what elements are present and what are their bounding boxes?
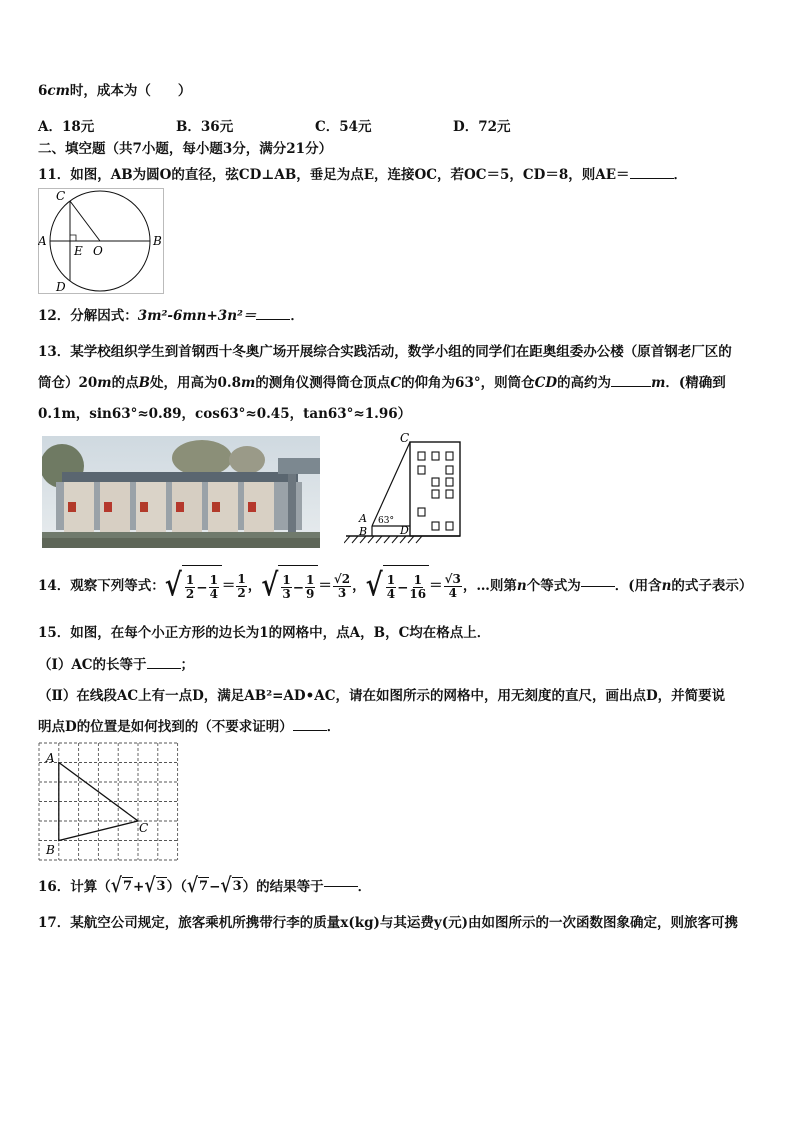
q10-option-a: A．18元 <box>38 119 95 135</box>
q10-option-b: B．36元 <box>176 119 234 135</box>
q14-eq1: √ $\frac{1}{2}$ − $\frac{1}{4}$ <box>165 565 222 608</box>
building-photo <box>42 436 320 548</box>
label-a: A <box>38 234 47 248</box>
section-heading: 二、填空题（共7小题，每小题3分，满分21分） <box>38 141 333 157</box>
q13-line3: 0.1m，sin63°≈0.89，cos63°≈0.45，tan63°≈1.96） <box>38 406 412 422</box>
label-e: E <box>74 244 83 258</box>
q12-text: 12．分解因式：3m²-6mn+3n²＝ ． <box>38 308 304 324</box>
q15-grid-figure <box>38 742 180 862</box>
q10-option-d: D．72元 <box>453 119 511 135</box>
label-b: B <box>153 234 162 248</box>
q15-line1: 15．如图，在每个小正方形的边长为1的网格中，点A，B，C均在格点上． <box>38 625 491 641</box>
q15-part1: （Ⅰ）AC的长等于 ； <box>38 657 195 673</box>
label-b: B <box>359 525 368 538</box>
label-d: D <box>56 280 66 294</box>
label-c: C <box>400 431 410 445</box>
q17-text: 17．某航空公司规定，旅客乘机所携带行李的质量x(kg)与其运费y(元)由如图所示的一次函数图象确定，则旅客可携 <box>38 915 739 931</box>
q15-part2-line1: （Ⅱ）在线段AC上有一点D，满足AB²=AD•AC，请在如图所示的网格中，用无刻度的直尺，画出点D，并简要说 <box>38 688 726 704</box>
q16-text: 16．计算（ √ 7 + √ 3 ）（ √ 7 − √ 3 ）的结果等于 ． <box>38 873 372 898</box>
label-a: A <box>359 512 367 525</box>
circle-diagram <box>38 188 164 294</box>
q11-circle-figure <box>38 188 164 294</box>
label-c: C <box>56 189 66 203</box>
q10-option-c: C．54元 <box>315 119 372 135</box>
q14-text: 14．观察下列等式： √ $\frac{1}{2}$ − $\frac{1}{4}$ ＝ $\frac{1}{2}$ ， √ $\frac{1}{3}$ − $\frac{1}{9}$ ＝ $\frac{√2}{3}$ ， √ $\frac{1}{4}$ − $\frac{1}{16}$ ＝ $\frac{√3}{4}$ ，…则第 n 个等式为 ．(用含 n 的式子表示） <box>38 566 752 606</box>
q10-tail: 6cm时，成本为（ ） <box>38 83 192 99</box>
q14-eq2: √ $\frac{1}{3}$ − $\frac{1}{9}$ <box>261 565 318 608</box>
q13-line2: 筒仓）20m的点B处，用高为0.8m的测角仪测得筒仓顶点C的仰角为63°，则筒仓CD的高约为 m．(精确到 <box>38 375 726 391</box>
label-b: B <box>46 843 55 857</box>
q13-line1: 13．某学校组织学生到首钢西十冬奥广场开展综合实践活动，数学小组的同学们在距奥组委办公楼（原首钢老厂区的 <box>38 344 732 360</box>
label-a: A <box>46 751 55 765</box>
label-c: C <box>139 821 149 835</box>
label-d: D <box>400 524 409 537</box>
q15-part2-line2: 明点D的位置是如何找到的（不要求证明） ． <box>38 719 341 735</box>
angle-label: 63° <box>378 516 394 526</box>
q11-text: 11．如图，AB为圆O的直径，弦CD⊥AB，垂足为点E，连接OC，若OC＝5，CD＝8，则AE＝ ． <box>38 167 688 183</box>
label-o: O <box>93 244 103 258</box>
q13-silo-diagram <box>344 430 464 550</box>
q14-eq3: √ $\frac{1}{4}$ − $\frac{1}{16}$ <box>366 565 429 608</box>
